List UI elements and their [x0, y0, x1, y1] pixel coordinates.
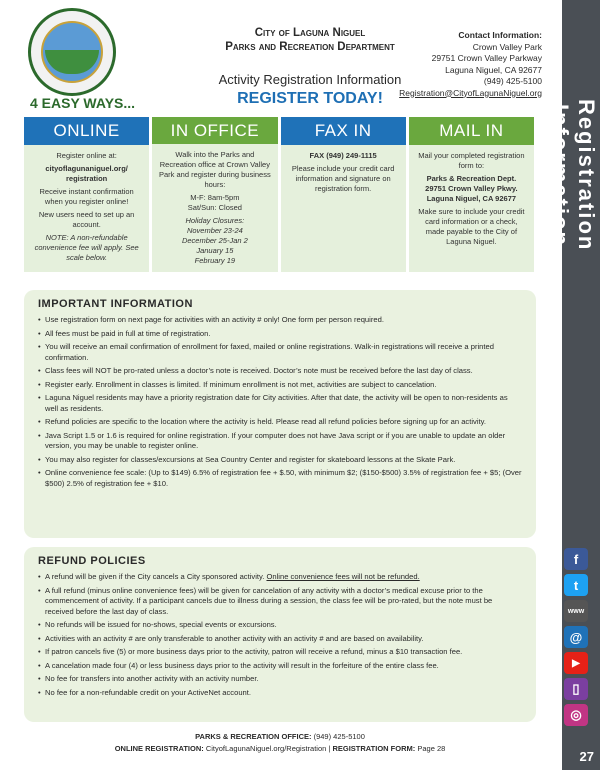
page-number: 27 [579, 749, 594, 764]
info-item: • Class fees will NOT be pro-rated unless a doctor’s note is received. Doctor’s note must be received before the last day of class. [38, 366, 522, 377]
fax-column [281, 117, 406, 272]
fax-header: FAX IN [281, 117, 406, 145]
holiday-closures: Holiday Closures: [185, 216, 245, 225]
mail-column [409, 117, 534, 272]
contact-line: Crown Valley Park [472, 41, 542, 52]
refund-item: • If patron cancels five (5) or more business days prior to the activity, patron will receive a refund, minus a $10 transaction fee. [38, 647, 522, 658]
refund-item [38, 572, 522, 583]
online-url-link[interactable]: cityoflagunaniguel.org/ registration [45, 164, 128, 183]
refund-item: • No fee for transfers into another activity with an activity number. [38, 674, 522, 685]
footer-divider: | [328, 744, 333, 753]
info-item: • All fees must be paid in full at time of registration. [38, 329, 522, 340]
office-column [152, 117, 277, 272]
mail-address: 29751 Crown Valley Pkwy. [425, 184, 518, 193]
info-item: • You will receive an email confirmation of enrollment for faxed, mailed or online registrations. Walk-in registrations will receive a printed confirmation. [38, 342, 522, 363]
important-title: IMPORTANT INFORMATION [38, 298, 193, 310]
www-icon[interactable]: www [564, 600, 588, 622]
holiday-closure-date: January 15 [196, 246, 234, 255]
city-seal-logo [28, 8, 116, 96]
mail-text: Make sure to include your credit card information or a check, made payable to the City of Laguna Niguel. [418, 207, 525, 246]
youtube-icon[interactable]: ▶ [564, 652, 588, 674]
online-column [24, 117, 149, 272]
online-header: ONLINE [24, 117, 149, 145]
info-item: • Register early. Enrollment in classes is limited. If minimum enrollment is not met, activities are subject to cancelation. [38, 380, 522, 391]
mail-text: Mail your completed registration form to: [418, 151, 525, 170]
footer-form-label: REGISTRATION FORM: [332, 744, 416, 753]
info-item: • Laguna Niguel residents may have a priority registration date for City activities. After that date, the activity will be open to non-residents as well as residents. [38, 393, 522, 414]
registration-methods [24, 117, 534, 272]
contact-line: 29751 Crown Valley Parkway [431, 53, 542, 63]
mail-header: MAIL IN [409, 117, 534, 145]
seal-emblem [41, 21, 103, 83]
city-name: City of Laguna Niguel [254, 27, 366, 39]
refund-text: A refund will be given if the City cancels a City sponsored activity. [45, 572, 265, 581]
refund-item: • A full refund (minus online convenience fees) will be given for cancelation of any activity with a doctor’s medical excuse prior to the commencement of activity. If a participant cancels due to illness during a session, the class fee will be pro-rated, but the note must be received before the last day of class. [38, 586, 522, 618]
email-icon[interactable]: @ [564, 626, 588, 648]
instagram-icon[interactable]: ◎ [564, 704, 588, 726]
register-today: REGISTER TODAY! [237, 90, 383, 107]
contact-line: (949) 425-5100 [483, 76, 542, 86]
side-title: Registration Information [548, 98, 599, 252]
contact-email-link[interactable]: Registration@CityofLagunaNiguel.org [399, 87, 542, 98]
activity-registration-title: Activity Registration Information [218, 72, 402, 87]
refund-underlined-text: Online convenience fees will not be refunded. [266, 572, 420, 581]
refund-title: REFUND POLICIES [38, 555, 146, 567]
holiday-closure-date: December 25-Jan 2 [181, 236, 248, 245]
important-information [24, 290, 536, 538]
refund-item: • Activities with an activity # are only transferable to another activity with an activity # and are based on availability. [38, 634, 522, 645]
refund-policies [24, 547, 536, 722]
online-note: NOTE: A non-refundable convenience fee will apply. See scale below. [34, 233, 139, 262]
online-text: Register online at: [56, 151, 117, 160]
footer-form-page: Page 28 [417, 744, 446, 753]
refund-item: • No fee for a non-refundable credit on your ActiveNet account. [38, 688, 522, 699]
office-hours: Sat/Sun: Closed [187, 203, 242, 212]
holiday-closure-date: November 23-24 [186, 226, 243, 235]
footer-office-label: PARKS & RECREATION OFFICE: [195, 732, 312, 741]
refund-item: • A cancelation made four (4) or less business days prior to the activity will result in the forfeiture of the entire class fee. [38, 661, 522, 672]
office-header: IN OFFICE [152, 117, 277, 144]
info-item: • Refund policies are specific to the location where the activity is held. Please read all refund policies before signing up for an activity. [38, 417, 522, 428]
info-item: • Use registration form on next page for activities with an activity # only! One form per person required. [38, 315, 522, 326]
online-text: New users need to set up an account. [38, 210, 135, 229]
mobile-icon[interactable]: ▯ [564, 678, 588, 700]
mail-address: Parks & Recreation Dept. [426, 174, 517, 183]
contact-line: Laguna Niguel, CA 92677 [445, 64, 542, 75]
office-hours: M-F: 8am-5pm [190, 193, 240, 202]
office-text: Walk into the Parks and Recreation office at Crown Valley Park and register during business hours: [159, 150, 271, 189]
department-name: Parks and Recreation Department [225, 41, 395, 53]
footer [24, 731, 536, 755]
online-text: Receive instant confirmation when you register online! [39, 187, 134, 206]
footer-office-phone: (949) 425-5100 [313, 732, 365, 741]
twitter-icon[interactable]: t [564, 574, 588, 596]
contact-title: Contact Information: [458, 30, 542, 40]
four-easy-ways-heading: 4 EASY WAYS... [30, 95, 136, 111]
fax-text: Please include your credit card information and signature on registration form. [291, 164, 395, 193]
holiday-closure-date: February 19 [194, 256, 236, 265]
footer-online-label: ONLINE REGISTRATION: [114, 744, 204, 753]
fax-number: FAX (949) 249-1115 [309, 151, 377, 160]
footer-online-url[interactable]: CityofLagunaNiguel.org/Registration [205, 744, 327, 753]
facebook-icon[interactable]: f [564, 548, 588, 570]
refund-item: • No refunds will be issued for no-shows, special events or excursions. [38, 620, 522, 631]
mail-address: Laguna Niguel, CA 92677 [426, 194, 517, 203]
contact-information [362, 30, 542, 99]
info-item: • You may also register for classes/excursions at Sea Country Center and register for skateboard lessons at the Skate Park. [38, 455, 522, 466]
info-item: • Online convenience fee scale: (Up to $149) 6.5% of registration fee + $.50, with minimum $2; ($150-$500) 3.5% of registration fee + $5; (Over $500) 2.5% of registration fee + $10. [38, 468, 522, 489]
info-item: • Java Script 1.5 or 1.6 is required for online registration. If your computer does not have Java script or if you are unable to update an older version, you may be unable to register online. [38, 431, 522, 452]
